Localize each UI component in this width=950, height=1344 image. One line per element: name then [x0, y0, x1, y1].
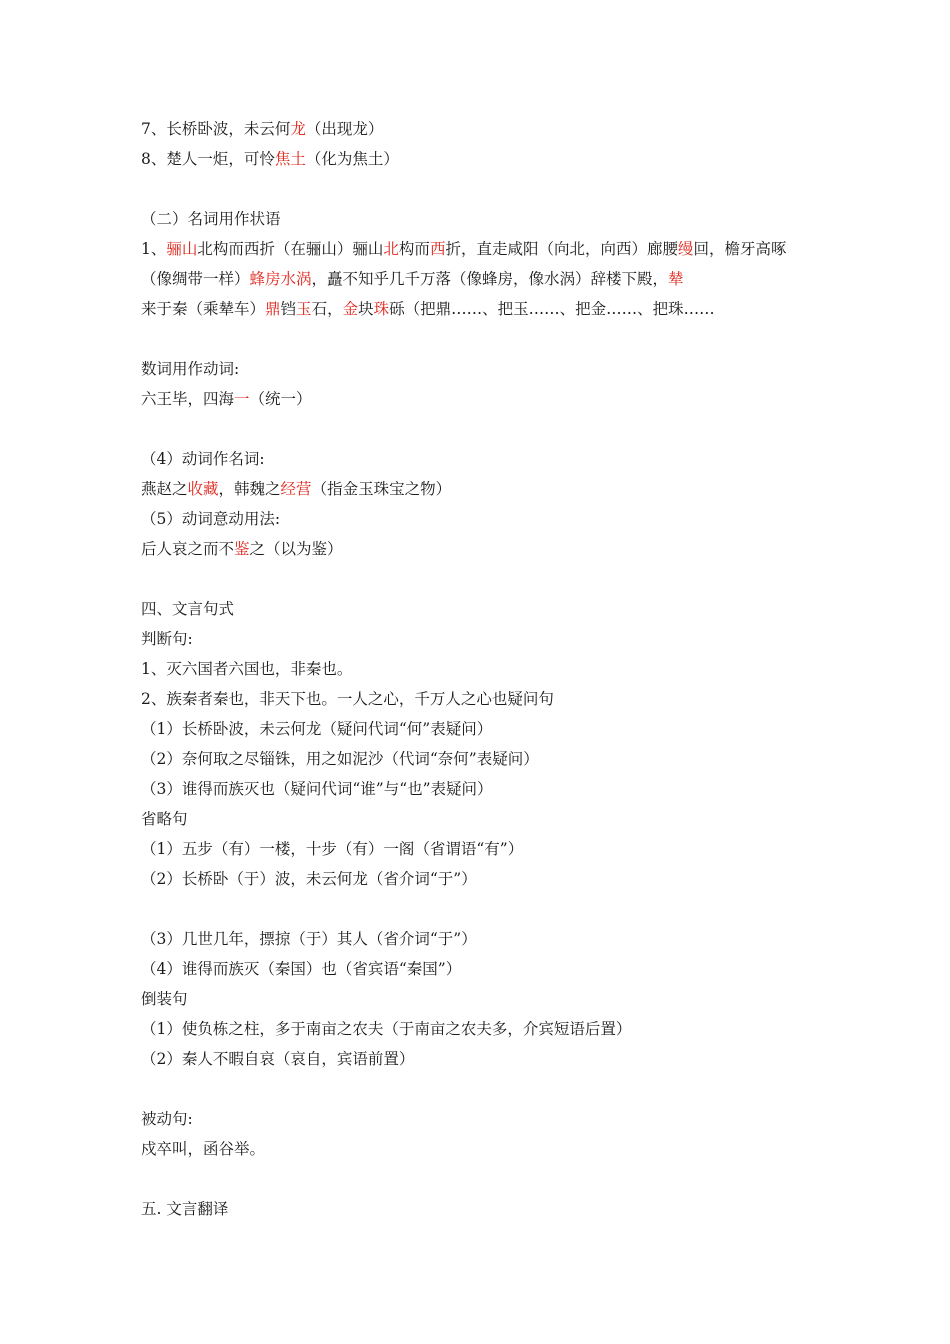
text-line [141, 594, 821, 624]
text-segment: 判断句: [141, 630, 193, 648]
text-line [141, 744, 821, 774]
text-segment: （3）谁得而族灭也（疑问代词“谁”与“也”表疑问） [141, 780, 493, 798]
blank-line [141, 1164, 821, 1194]
text-line [141, 1044, 821, 1074]
text-segment: 四、文言句式 [141, 600, 235, 618]
text-segment: （4）动词作名词: [141, 450, 265, 468]
text-segment: （1）长桥卧波，未云何龙（疑问代词“何”表疑问） [141, 720, 493, 738]
text-segment: 倒装句 [141, 990, 188, 1008]
text-segment: 数词用作动词: [141, 360, 240, 378]
text-segment: 燕赵之 [141, 480, 188, 498]
highlighted-word: 收藏 [187, 480, 219, 498]
text-line [141, 714, 821, 744]
text-line [141, 774, 821, 804]
text-line [141, 234, 806, 324]
text-line [141, 1104, 821, 1134]
text-segment: （5）动词意动用法: [141, 510, 281, 528]
highlighted-word: 西 [429, 240, 446, 258]
highlighted-word: 金 [342, 300, 359, 318]
text-segment: 六王毕，四海 [141, 390, 235, 408]
text-segment: （4）谁得而族灭（秦国）也（省宾语“秦国”） [141, 960, 462, 978]
blank-line [141, 564, 821, 594]
text-line [141, 204, 821, 234]
blank-line [141, 894, 821, 924]
text-line [141, 984, 821, 1014]
text-line [141, 924, 821, 954]
text-segment: 8、楚人一炬，可怜 [141, 150, 275, 168]
highlighted-word: 辇 [668, 270, 684, 288]
text-line [141, 654, 821, 684]
text-line [141, 834, 821, 864]
text-line [141, 864, 821, 894]
text-line [141, 804, 821, 834]
text-segment: （2）长桥卧（于）波，未云何龙（省介词“于”） [141, 870, 477, 888]
text-segment: 构而 [398, 240, 430, 258]
highlighted-word: 一 [234, 390, 250, 408]
text-line [141, 1194, 821, 1224]
text-segment: 之（以为鉴） [249, 540, 343, 558]
text-segment: 石， [311, 300, 343, 318]
text-line [141, 954, 821, 984]
document-page [141, 114, 821, 1224]
text-segment: （3）几世几年，摽掠（于）其人（省介词“于”） [141, 930, 477, 948]
text-segment: （指金玉珠宝之物） [311, 480, 452, 498]
text-line [141, 1014, 821, 1044]
text-line [141, 384, 821, 414]
highlighted-word: 玉 [296, 300, 312, 318]
text-segment: （1）五步（有）一楼，十步（有）一阁（省谓语“有”） [141, 840, 524, 858]
text-segment: 戍卒叫，函谷举。 [141, 1140, 266, 1158]
highlighted-word: 焦土 [274, 150, 306, 168]
text-segment: （1）使负栋之柱，多于南亩之农夫（于南亩之农夫多，介宾短语后置） [141, 1020, 632, 1038]
blank-line [141, 174, 821, 204]
text-line [141, 1134, 821, 1164]
highlighted-word: 北 [383, 240, 399, 258]
highlighted-word: 经营 [280, 480, 312, 498]
highlighted-word: 骊山 [166, 240, 198, 258]
text-segment: （出现龙） [305, 120, 384, 138]
text-segment: 折，直走咸阳（向北，向西）廊腰 [445, 240, 678, 258]
text-line [141, 504, 821, 534]
highlighted-word: 缦 [677, 240, 694, 258]
text-line [141, 534, 821, 564]
text-line [141, 354, 821, 384]
blank-line [141, 1074, 821, 1104]
text-segment: （2）奈何取之尽锱铢，用之如泥沙（代词“奈何”表疑问） [141, 750, 539, 768]
text-segment: 1、灭六国者六国也，非秦也。 [141, 660, 353, 678]
highlighted-word: 龙 [290, 120, 306, 138]
text-segment: 2、族秦者秦也，非天下也。一人之心，千万人之心也疑问句 [141, 690, 554, 708]
text-line [141, 144, 821, 174]
text-segment: 块 [358, 300, 374, 318]
text-segment: 7、长桥卧波，未云何 [141, 120, 291, 138]
highlighted-word: 鉴 [234, 540, 250, 558]
text-segment: 回，檐牙高啄（像绸带一样） [141, 240, 787, 288]
highlighted-word: 蜂房水涡 [249, 270, 312, 288]
text-segment: 来于秦（乘辇车） [141, 300, 266, 318]
blank-line [141, 324, 821, 354]
text-segment: （2）秦人不暇自哀（哀自，宾语前置） [141, 1050, 415, 1068]
text-line [141, 474, 821, 504]
text-line [141, 444, 821, 474]
text-segment: 北构而西折（在骊山）骊山 [197, 240, 384, 258]
text-segment: ，韩魏之 [218, 480, 281, 498]
text-segment: 被动句: [141, 1110, 193, 1128]
text-line [141, 114, 821, 144]
text-line [141, 624, 821, 654]
highlighted-word: 鼎 [265, 300, 281, 318]
text-segment: ，矗不知乎几千万落（像蜂房，像水涡）辞楼下殿， [311, 270, 669, 288]
text-segment: 铛 [280, 300, 297, 318]
text-segment: （统一） [249, 390, 312, 408]
text-segment: 五. 文言翻译 [141, 1200, 229, 1218]
blank-line [141, 414, 821, 444]
text-segment: 后人哀之而不 [141, 540, 235, 558]
text-segment: 省略句 [141, 810, 188, 828]
highlighted-word: 珠 [373, 300, 390, 318]
text-segment: 1、 [141, 240, 167, 258]
text-segment: 砾（把鼎……、把玉……、把金……、把珠…… [389, 300, 715, 318]
text-segment: （二）名词用作状语 [141, 210, 281, 228]
text-line [141, 684, 821, 714]
text-segment: （化为焦土） [305, 150, 399, 168]
